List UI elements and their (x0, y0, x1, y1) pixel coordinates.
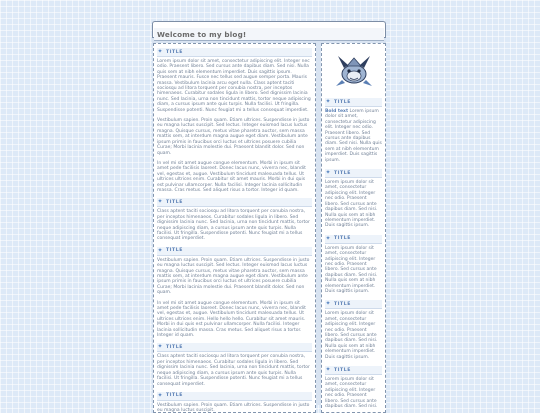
post-paragraph: In vel mi sit amet augue congue elementum. Morbi in ipsum sit amet pede facilisis laoreet. Donec lacus nunc, viverra nec, blandit vel, egestas et, augue. Vestibulum tincidunt malesuada tellus. Ut ultrices ultrices enim. Hello hello hello. Curabitur sit amet mauris. Morbi in dui quis est pulvinar ullamcorper. Nulla facilisi. Integer lacinia sollicitudin massa. Cras metus. Sed aliquet risus a tortor. Integer id quam. (157, 300, 306, 339)
sidebar-section-text: Lorem ipsum dolor sit amet, consectetur adipiscing elit. Integer nec odio. Praesent libero. Sed cursus ante dapibus diam. Sed nisi. Nulla quis sem at nibh elementum imperdiet. Duis sagittis ipsum. (325, 180, 378, 229)
sidebar[interactable] (321, 43, 386, 413)
post-paragraph: Lorem ipsum dolor sit amet, consectetur adipiscing elit. Integer nec odio. Praesent libero. Sed cursus ante dapibus diam. Sed nisi. Nulla quis sem at nibh elementum imperdiet. Duis sagittis ipsum. Praesent mauris. Fusce nec tellus sed augue semper porta. Mauris massa. Vestibulum lacinia arcu eget nulla. Class aptent taciti sociosqu ad litora torquent per conubia nostra, per inceptos himenaeos. Curabitur sodales ligula in libero. Sed dignissim lacinia nunc. Sed lacinia, urna non tincidunt mattis, tortor neque adipiscing diam, a cursus ipsum ante quis turpis. Nulla facilisi. Ut fringilla. Suspendisse potenti. Nunc feugiat mi a tellus consequat imperdiet. (157, 59, 311, 113)
main-content[interactable] (153, 43, 316, 413)
sidebar-section-title: TITLE (334, 236, 352, 242)
site-title: Welcome to my blog! (157, 30, 247, 39)
sidebar-text: Lorem ipsum dolor sit amet, consectetur adipiscing elit. Integer nec odio. Praesent libero. Sed cursus ante dapibus diam. Sed nisi. Nulla quis sem at nibh elementum imperdiet. Duis sagittis ipsum. (325, 109, 382, 163)
post-paragraph: Vestibulum sapien. Proin quam. Etiam ultrices. Suspendisse in justo eu magna luctus suscipit. Sed lectus. Integer euismod lacus luctus magna. Quisque cursus, metus vitae pharetra auctor, sem massa mattis sem, at interdum magna augue eget diam. Vestibulum ante ipsum primis in faucibus orci luctus et ultrices posuere cubilia Curae; Morbi lacinia molestie dui. Praesent blandit dolor. Sed non quam. (157, 118, 310, 156)
sidebar-section-text: Lorem ipsum dolor sit amet, consectetur adipiscing elit. Integer nec odio. Praesent libero. Sed cursus ante dapibus diam. Sed nisi. Nulla quis sem at nibh elementum imperdiet. Duis sagittis ipsum. (325, 245, 378, 294)
sidebar-section-title: TITLE (334, 301, 352, 307)
bullet-icon: ✦ (325, 169, 331, 177)
post (157, 48, 312, 193)
bullet-icon: ✦ (157, 48, 163, 55)
post-header (157, 392, 312, 401)
post-paragraph: In vel mi sit amet augue congue elementum. Morbi in ipsum sit amet pede facilisis laoreet. Donec lacus nunc, viverra nec, blandit vel, egestas et, augue. Vestibulum tincidunt malesuada tellus. Ut ultrices ultrices enim. Curabitur sit amet mauris. Morbi in dui quis est pulvinar ullamcorper. Nulla facilisi. Integer lacinia sollicitudin massa. Cras metus. Sed aliquet risus a tortor. Integer id quam. (157, 160, 306, 193)
post-paragraph: Vestibulum sapien. Proin quam. Etiam ultrices. Suspendisse in justo eu magna luctus suscipit. Sed lectus. Integer euismod lacus luctus magna. Quisque cursus, metus vitae pharetra auctor, sem massa mattis sem, at interdum magna augue eget diam. Vestibulum ante ipsum primis in faucibus orci luctus et ultrices posuere cubilia Curae; Morbi lacinia molestie dui. Praesent blandit dolor. Sed non quam. (157, 257, 310, 296)
bullet-icon: ✦ (325, 300, 331, 308)
bullet-icon: ✦ (157, 391, 163, 399)
post-header (157, 247, 312, 256)
post-paragraph: Class aptent taciti sociosqu ad litora torquent per conubia nostra, per inceptos himenaeos. Curabitur sodales ligula in libero. Sed dignissim lacinia nunc. Sed lacinia, urna non tincidunt mattis, tortor neque adipiscing diam, a cursus ipsum ante quis turpis. Nulla facilisi. Ut fringilla. Suspendisse potenti. Nunc feugiat mi a tellus consequat imperdiet. (157, 209, 310, 242)
bullet-icon: ✦ (157, 198, 163, 206)
post-title: TITLE (166, 344, 184, 350)
bold-lead: Bold text (325, 109, 349, 114)
post-title: TITLE (166, 199, 184, 205)
post-header (157, 198, 312, 207)
sidebar-section-text (325, 109, 382, 163)
sidebar-section-text: Lorem ipsum dolor sit amet, consectetur adipiscing elit. Integer nec odio. Praesent libero. Sed cursus ante dapibus diam. Sed nisi. Nulla quis sem at nibh elementum imperdiet. Duis sagittis ipsum. (325, 311, 378, 360)
post-paragraph: Class aptent taciti sociosqu ad litora torquent per conubia nostra, per inceptos himenaeos. Curabitur sodales ligula in libero. Sed dignissim lacinia nunc. Sed lacinia, urna non tincidunt mattis, tortor neque adipiscing diam, a cursus ipsum ante quis turpis. Nulla facilisi. Ut fringilla. Suspendisse potenti. Nunc feugiat mi a tellus consequat imperdiet. (157, 354, 310, 387)
post (157, 392, 312, 413)
post-header (157, 48, 312, 57)
sidebar-section-title: TITLE (334, 170, 352, 176)
post (157, 343, 312, 386)
sidebar-section-text: Lorem ipsum dolor sit amet, consectetur adipiscing elit. Integer nec odio. Praesent libero. Sed cursus ante dapibus diam. Sed nisi. (325, 377, 378, 410)
post-title: TITLE (166, 248, 184, 254)
pokemon-avatar-icon (333, 52, 375, 90)
bullet-icon: ✦ (325, 98, 331, 105)
post-header (157, 343, 312, 352)
sidebar-section-header (325, 235, 382, 244)
bullet-icon: ✦ (325, 366, 331, 374)
sidebar-section-header (325, 98, 382, 107)
sidebar-section-title: TITLE (334, 367, 352, 373)
sidebar-section-header (325, 366, 382, 375)
sidebar-section-title: TITLE (334, 99, 352, 105)
bullet-icon: ✦ (157, 343, 163, 351)
post-title: TITLE (166, 49, 184, 55)
sidebar-section-header (325, 300, 382, 309)
post-title: TITLE (166, 393, 184, 399)
sidebar-section-header (325, 169, 382, 178)
post (157, 247, 312, 339)
post-paragraph: Vestibulum sapien. Proin quam. Etiam ultrices. Suspendisse in justo eu magna luctus suscipit. (157, 402, 310, 413)
post (157, 198, 312, 241)
bullet-icon: ✦ (325, 234, 331, 242)
bullet-icon: ✦ (157, 246, 163, 254)
